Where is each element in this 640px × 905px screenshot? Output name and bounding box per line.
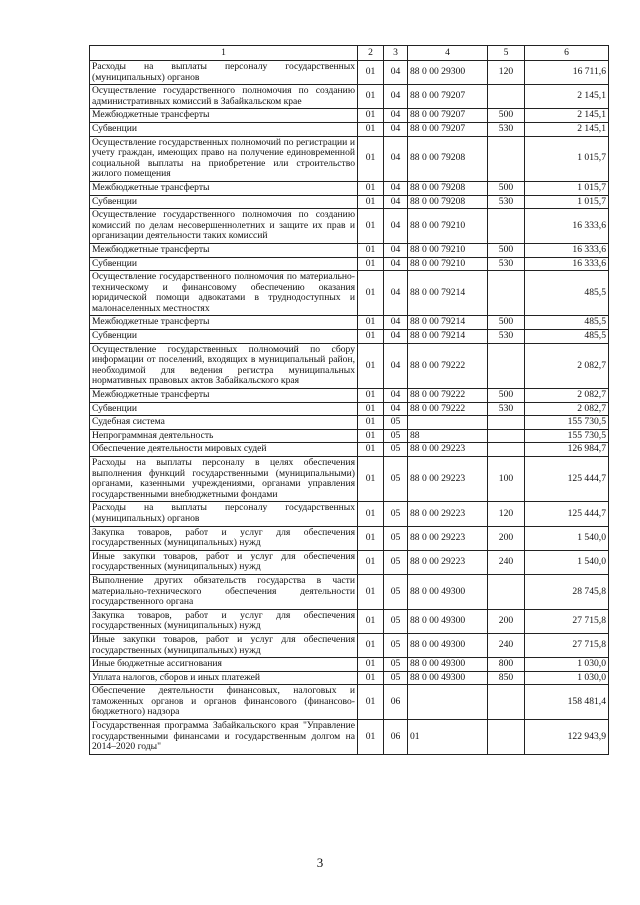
target-article-cell: 88 0 00 79207	[408, 85, 488, 109]
subsection-code-cell: 05	[384, 443, 408, 457]
target-article-cell: 88 0 00 79208	[408, 181, 488, 195]
expense-name-cell: Межбюджетные трансферты	[90, 109, 358, 123]
section-code-cell: 01	[358, 720, 384, 755]
target-article-cell: 88 0 00 79210	[408, 243, 488, 257]
expense-name-cell: Межбюджетные трансферты	[90, 243, 358, 257]
expense-type-cell: 120	[488, 502, 525, 526]
table-row	[90, 257, 609, 271]
target-article-cell: 88 0 00 79222	[408, 389, 488, 403]
expense-name-cell: Межбюджетные трансферты	[90, 181, 358, 195]
expense-name-cell: Обеспечение деятельности мировых судей	[90, 443, 358, 457]
subsection-code-cell: 04	[384, 109, 408, 123]
expense-type-cell: 240	[488, 633, 525, 657]
section-code-cell: 01	[358, 658, 384, 672]
expense-type-cell: 530	[488, 330, 525, 344]
expense-name-cell: Закупка товаров, работ и услуг для обеспечения государственных (муниципальных) нужд	[90, 526, 358, 550]
amount-cell: 2 145,1	[525, 85, 609, 109]
expense-name-cell: Межбюджетные трансферты	[90, 389, 358, 403]
subsection-code-cell: 04	[384, 389, 408, 403]
target-article-cell: 88 0 00 79207	[408, 122, 488, 136]
expense-type-cell	[488, 343, 525, 388]
section-code-cell: 01	[358, 195, 384, 209]
expense-name-cell: Иные бюджетные ассигнования	[90, 658, 358, 672]
subsection-code-cell: 04	[384, 271, 408, 316]
header-cell: 4	[408, 46, 488, 61]
section-code-cell: 01	[358, 85, 384, 109]
header-cell: 6	[525, 46, 609, 61]
expense-type-cell	[488, 685, 525, 720]
expense-type-cell	[488, 85, 525, 109]
table-row	[90, 502, 609, 526]
expense-type-cell: 500	[488, 389, 525, 403]
section-code-cell: 01	[358, 457, 384, 502]
target-article-cell: 88 0 00 49300	[408, 609, 488, 633]
subsection-code-cell: 05	[384, 633, 408, 657]
target-article-cell: 88 0 00 29223	[408, 457, 488, 502]
budget-table	[89, 45, 609, 755]
expense-name-cell: Субвенции	[90, 402, 358, 416]
subsection-code-cell: 04	[384, 61, 408, 85]
amount-cell: 122 943,9	[525, 720, 609, 755]
amount-cell: 2 082,7	[525, 343, 609, 388]
target-article-cell: 88 0 00 29223	[408, 502, 488, 526]
amount-cell: 16 711,6	[525, 61, 609, 85]
amount-cell: 125 444,7	[525, 457, 609, 502]
expense-type-cell: 530	[488, 402, 525, 416]
expense-type-cell: 200	[488, 609, 525, 633]
section-code-cell: 01	[358, 181, 384, 195]
expense-type-cell: 530	[488, 195, 525, 209]
amount-cell: 2 082,7	[525, 389, 609, 403]
table-row	[90, 343, 609, 388]
expense-type-cell: 500	[488, 109, 525, 123]
target-article-cell: 88 0 00 79210	[408, 209, 488, 244]
expense-name-cell: Осуществление государственного полномочия по материально-техническому и финансовому обеспечению оказания юридической помощи адвокатами в труднодоступных и малонаселенных местностях	[90, 271, 358, 316]
table-row	[90, 389, 609, 403]
expense-type-cell: 100	[488, 457, 525, 502]
expense-name-cell: Осуществление государственных полномочий по регистрации и учету граждан, имеющих право на получение единовременной социальной выплаты на приобретение или строительство жилого помещения	[90, 136, 358, 181]
amount-cell: 1 015,7	[525, 136, 609, 181]
table-row	[90, 330, 609, 344]
expense-type-cell	[488, 416, 525, 430]
section-code-cell: 01	[358, 429, 384, 443]
target-article-cell: 88 0 00 79207	[408, 109, 488, 123]
amount-cell: 158 481,4	[525, 685, 609, 720]
expense-type-cell: 200	[488, 526, 525, 550]
target-article-cell: 88 0 00 79222	[408, 343, 488, 388]
expense-type-cell	[488, 443, 525, 457]
section-code-cell: 01	[358, 271, 384, 316]
expense-name-cell: Расходы на выплаты персоналу государственных (муниципальных) органов	[90, 61, 358, 85]
target-article-cell: 88 0 00 29223	[408, 526, 488, 550]
expense-name-cell: Обеспечение деятельности финансовых, налоговых и таможенных органов и органов финансового (финансово-бюджетного) надзора	[90, 685, 358, 720]
section-code-cell: 01	[358, 609, 384, 633]
expense-name-cell: Закупка товаров, работ и услуг для обеспечения государственных (муниципальных) нужд	[90, 609, 358, 633]
target-article-cell: 88 0 00 49300	[408, 574, 488, 609]
expense-name-cell: Непрограммная деятельность	[90, 429, 358, 443]
section-code-cell: 01	[358, 61, 384, 85]
subsection-code-cell: 05	[384, 429, 408, 443]
section-code-cell: 01	[358, 402, 384, 416]
expense-name-cell: Государственная программа Забайкальского края "Управление государственными финансами и государственным долгом на 2014–2020 годы"	[90, 720, 358, 755]
subsection-code-cell: 06	[384, 720, 408, 755]
subsection-code-cell: 05	[384, 671, 408, 685]
amount-cell: 1 015,7	[525, 181, 609, 195]
amount-cell: 27 715,8	[525, 609, 609, 633]
amount-cell: 155 730,5	[525, 416, 609, 430]
target-article-cell: 88 0 00 49300	[408, 671, 488, 685]
subsection-code-cell: 06	[384, 685, 408, 720]
table-row	[90, 181, 609, 195]
section-code-cell: 01	[358, 574, 384, 609]
subsection-code-cell: 04	[384, 181, 408, 195]
expense-type-cell: 500	[488, 316, 525, 330]
expense-name-cell: Уплата налогов, сборов и иных платежей	[90, 671, 358, 685]
table-row	[90, 443, 609, 457]
table-row	[90, 85, 609, 109]
amount-cell: 125 444,7	[525, 502, 609, 526]
table-row	[90, 195, 609, 209]
section-code-cell: 01	[358, 109, 384, 123]
table-row	[90, 685, 609, 720]
expense-type-cell: 240	[488, 550, 525, 574]
target-article-cell: 01	[408, 720, 488, 755]
section-code-cell: 01	[358, 122, 384, 136]
table-row	[90, 609, 609, 633]
amount-cell: 485,5	[525, 271, 609, 316]
section-code-cell: 01	[358, 243, 384, 257]
expense-type-cell: 850	[488, 671, 525, 685]
table-header-row	[90, 46, 609, 61]
section-code-cell: 01	[358, 502, 384, 526]
amount-cell: 485,5	[525, 316, 609, 330]
expense-name-cell: Осуществление государственных полномочий по сбору информации от поселений, входящих в муниципальный район, необходимой для ведения регистра муниципальных нормативных правовых актов Забайкальского края	[90, 343, 358, 388]
amount-cell: 485,5	[525, 330, 609, 344]
amount-cell: 16 333,6	[525, 243, 609, 257]
section-code-cell: 01	[358, 343, 384, 388]
amount-cell: 1 540,0	[525, 526, 609, 550]
expense-name-cell: Межбюджетные трансферты	[90, 316, 358, 330]
target-article-cell: 88 0 00 79208	[408, 195, 488, 209]
section-code-cell: 01	[358, 633, 384, 657]
target-article-cell: 88 0 00 79210	[408, 257, 488, 271]
header-cell: 2	[358, 46, 384, 61]
table-row	[90, 671, 609, 685]
subsection-code-cell: 04	[384, 402, 408, 416]
section-code-cell: 01	[358, 330, 384, 344]
section-code-cell: 01	[358, 685, 384, 720]
table-row	[90, 457, 609, 502]
page-number: 3	[316, 855, 324, 870]
target-article-cell: 88 0 00 49300	[408, 658, 488, 672]
section-code-cell: 01	[358, 389, 384, 403]
target-article-cell: 88 0 00 79214	[408, 330, 488, 344]
expense-type-cell	[488, 720, 525, 755]
table-row	[90, 61, 609, 85]
target-article-cell: 88 0 00 49300	[408, 633, 488, 657]
subsection-code-cell: 04	[384, 343, 408, 388]
target-article-cell	[408, 685, 488, 720]
target-article-cell: 88 0 00 79208	[408, 136, 488, 181]
amount-cell: 2 145,1	[525, 109, 609, 123]
table-row	[90, 574, 609, 609]
section-code-cell: 01	[358, 316, 384, 330]
table-row	[90, 633, 609, 657]
target-article-cell	[408, 416, 488, 430]
amount-cell: 1 030,0	[525, 671, 609, 685]
subsection-code-cell: 05	[384, 502, 408, 526]
section-code-cell: 01	[358, 671, 384, 685]
table-row	[90, 136, 609, 181]
amount-cell: 16 333,6	[525, 257, 609, 271]
subsection-code-cell: 04	[384, 243, 408, 257]
amount-cell: 1 030,0	[525, 658, 609, 672]
expense-type-cell	[488, 271, 525, 316]
amount-cell: 1 540,0	[525, 550, 609, 574]
expense-name-cell: Субвенции	[90, 330, 358, 344]
expense-type-cell	[488, 136, 525, 181]
expense-type-cell: 500	[488, 181, 525, 195]
expense-name-cell: Субвенции	[90, 122, 358, 136]
section-code-cell: 01	[358, 257, 384, 271]
expense-type-cell: 530	[488, 257, 525, 271]
target-article-cell: 88 0 00 29223	[408, 443, 488, 457]
expense-name-cell: Осуществление государственного полномочия по созданию административных комиссий в Забайкальском крае	[90, 85, 358, 109]
expense-name-cell: Выполнение других обязательств государства в части материально-технического обеспечения деятельности государственного органа	[90, 574, 358, 609]
expense-type-cell: 530	[488, 122, 525, 136]
expense-name-cell: Субвенции	[90, 257, 358, 271]
table-row	[90, 122, 609, 136]
table-row	[90, 429, 609, 443]
expense-type-cell: 800	[488, 658, 525, 672]
amount-cell: 16 333,6	[525, 209, 609, 244]
subsection-code-cell: 05	[384, 574, 408, 609]
subsection-code-cell: 04	[384, 136, 408, 181]
expense-name-cell: Расходы на выплаты персоналу в целях обеспечения выполнения функций государственными (муниципальными) органами, казенными учреждениями, органами управления государственными внебюджетными фондами	[90, 457, 358, 502]
table-row	[90, 316, 609, 330]
amount-cell: 28 745,8	[525, 574, 609, 609]
section-code-cell: 01	[358, 526, 384, 550]
table-row	[90, 416, 609, 430]
header-cell: 5	[488, 46, 525, 61]
expense-name-cell: Осуществление государственного полномочия по созданию комиссий по делам несовершеннолетних и защите их прав и организации деятельности таких комиссий	[90, 209, 358, 244]
table-row	[90, 109, 609, 123]
expense-type-cell	[488, 574, 525, 609]
header-cell: 1	[90, 46, 358, 61]
header-cell: 3	[384, 46, 408, 61]
table-row	[90, 526, 609, 550]
expense-name-cell: Субвенции	[90, 195, 358, 209]
target-article-cell: 88	[408, 429, 488, 443]
expense-type-cell: 500	[488, 243, 525, 257]
subsection-code-cell: 05	[384, 416, 408, 430]
expense-type-cell	[488, 429, 525, 443]
amount-cell: 27 715,8	[525, 633, 609, 657]
expense-type-cell: 120	[488, 61, 525, 85]
subsection-code-cell: 04	[384, 257, 408, 271]
table-row	[90, 550, 609, 574]
subsection-code-cell: 04	[384, 122, 408, 136]
target-article-cell: 88 0 00 79214	[408, 271, 488, 316]
target-article-cell: 88 0 00 79214	[408, 316, 488, 330]
section-code-cell: 01	[358, 550, 384, 574]
amount-cell: 155 730,5	[525, 429, 609, 443]
target-article-cell: 88 0 00 29300	[408, 61, 488, 85]
subsection-code-cell: 05	[384, 457, 408, 502]
subsection-code-cell: 04	[384, 195, 408, 209]
expense-name-cell: Иные закупки товаров, работ и услуг для обеспечения государственных (муниципальных) нужд	[90, 550, 358, 574]
table-row	[90, 720, 609, 755]
subsection-code-cell: 04	[384, 209, 408, 244]
expense-name-cell: Иные закупки товаров, работ и услуг для обеспечения государственных (муниципальных) нужд	[90, 633, 358, 657]
amount-cell: 2 145,1	[525, 122, 609, 136]
amount-cell: 126 984,7	[525, 443, 609, 457]
table-row	[90, 209, 609, 244]
table-row	[90, 658, 609, 672]
amount-cell: 1 015,7	[525, 195, 609, 209]
target-article-cell: 88 0 00 79222	[408, 402, 488, 416]
table-row	[90, 243, 609, 257]
expense-type-cell	[488, 209, 525, 244]
subsection-code-cell: 05	[384, 526, 408, 550]
section-code-cell: 01	[358, 136, 384, 181]
amount-cell: 2 082,7	[525, 402, 609, 416]
table-row	[90, 271, 609, 316]
table-row	[90, 402, 609, 416]
table-body	[90, 46, 609, 755]
subsection-code-cell: 04	[384, 85, 408, 109]
subsection-code-cell: 05	[384, 658, 408, 672]
subsection-code-cell: 05	[384, 550, 408, 574]
subsection-code-cell: 04	[384, 330, 408, 344]
target-article-cell: 88 0 00 29223	[408, 550, 488, 574]
section-code-cell: 01	[358, 416, 384, 430]
expense-name-cell: Судебная система	[90, 416, 358, 430]
expense-name-cell: Расходы на выплаты персоналу государственных (муниципальных) органов	[90, 502, 358, 526]
section-code-cell: 01	[358, 443, 384, 457]
section-code-cell: 01	[358, 209, 384, 244]
subsection-code-cell: 05	[384, 609, 408, 633]
subsection-code-cell: 04	[384, 316, 408, 330]
